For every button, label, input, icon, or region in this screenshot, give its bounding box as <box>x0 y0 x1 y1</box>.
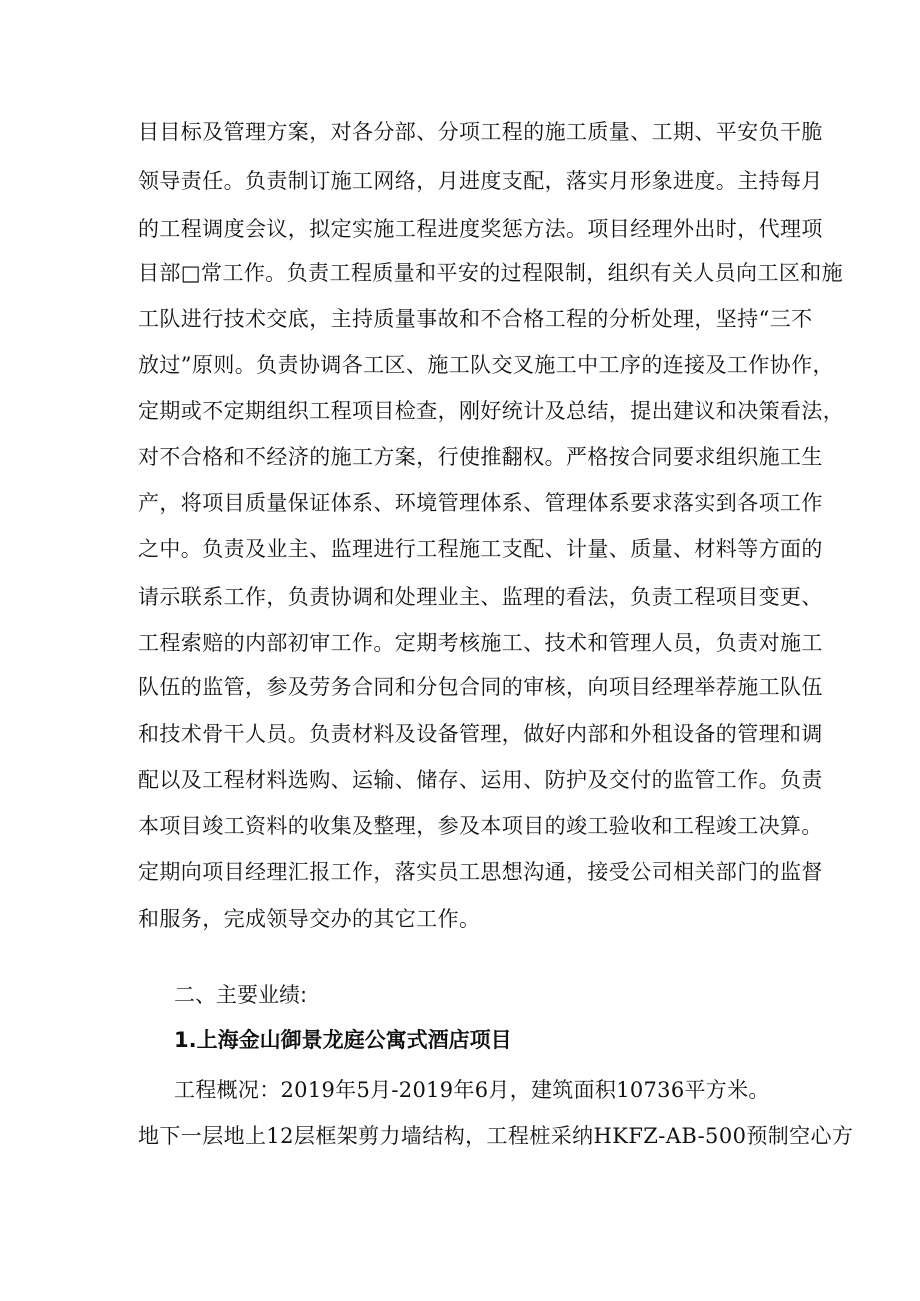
paragraph-line: 队伍的监管，参及劳务合同和分包合同的审核，向项目经理举荐施工队伍 <box>138 675 823 699</box>
project-title: 1.上海金山御景龙庭公寓式酒店项目 <box>174 1028 512 1052</box>
paragraph-line: 工程索赔的内部初审工作。定期考核施工、技术和管理人员，负责对施工 <box>138 631 823 655</box>
paragraph-line: 和服务，完成领导交办的其它工作。 <box>138 907 481 931</box>
paragraph-line: 之中。负责及业主、监理进行工程施工支配、计量、质量、材料等方面的 <box>138 537 823 561</box>
paragraph-line: 配以及工程材料选购、运输、储存、运用、防护及交付的监管工作。负责 <box>138 768 823 792</box>
paragraph-line: 领导责任。负责制订施工网络，月进度支配，落实月形象进度。主持每月 <box>138 169 823 193</box>
paragraph-line: 定期或不定期组织工程项目检查，刚好统计及总结，提出建议和决策看法， <box>138 399 845 423</box>
paragraph-line: 工队进行技术交底，主持质量事故和不合格工程的分析处理，坚持“三不 <box>138 307 813 331</box>
paragraph-line: 对不合格和不经济的施工方案，行使推翻权。严格按合同要求组织施工生 <box>138 445 823 469</box>
paragraph-line: 请示联系工作，负责协调和处理业主、监理的看法，负责工程项目变更、 <box>138 585 823 609</box>
paragraph-line: 目目标及管理方案，对各分部、分项工程的施工质量、工期、平安负干脆 <box>138 120 823 144</box>
paragraph-line: 本项目竣工资料的收集及整理，参及本项目的竣工验收和工程竣工决算。 <box>138 814 823 838</box>
project-overview: 工程概况：2019年5月-2019年6月，建筑面积10736平方米。 <box>174 1078 770 1102</box>
section-heading: 二、主要业绩: <box>174 983 308 1007</box>
paragraph-line: 目部□常工作。负责工程质量和平安的过程限制，组织有关人员向工区和施 <box>138 261 844 285</box>
paragraph-line: 放过”原则。负责协调各工区、施工队交叉施工中工序的连接及工作协作， <box>138 353 834 377</box>
paragraph-line: 的工程调度会议，拟定实施工程进度奖惩方法。项目经理外出时，代理项 <box>138 217 823 241</box>
paragraph-line: 产，将项目质量保证体系、环境管理体系、管理体系要求落实到各项工作 <box>138 491 823 515</box>
project-detail: 地下一层地上12层框架剪力墙结构，工程桩采纳HKFZ-AB-500预制空心方 <box>138 1124 854 1148</box>
paragraph-line: 定期向项目经理汇报工作，落实员工思想沟通，接受公司相关部门的监督 <box>138 860 823 884</box>
paragraph-line: 和技术骨干人员。负责材料及设备管理，做好内部和外租设备的管理和调 <box>138 722 823 746</box>
